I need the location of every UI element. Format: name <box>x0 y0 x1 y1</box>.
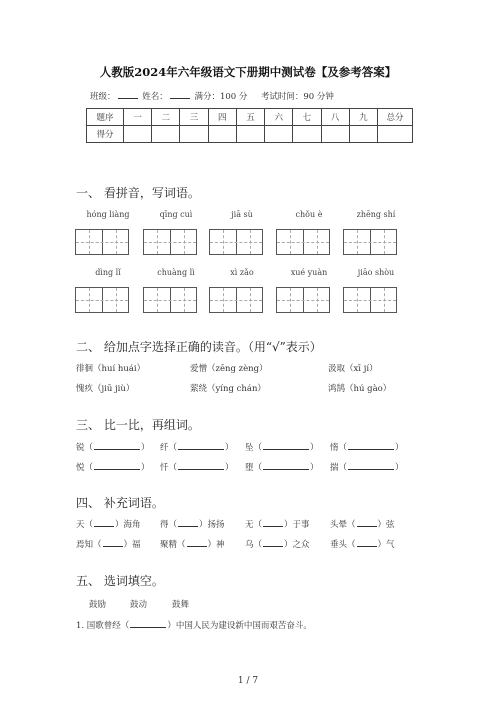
score-header-cell: 九 <box>349 109 377 126</box>
score-header-cell: 总分 <box>378 109 413 126</box>
score-header-cell: 题序 <box>87 109 124 126</box>
idiom-blank[interactable] <box>357 518 377 527</box>
compare-char: 悦（ <box>76 463 94 473</box>
compare-close: ） <box>141 463 150 473</box>
idiom-item[interactable] <box>330 518 395 530</box>
score-header-cell: 六 <box>265 109 293 126</box>
idiom-post: ）弦 <box>377 520 395 530</box>
idiom-post: ）扬扬 <box>199 520 225 530</box>
question-post: ）中国人民为建设新中国而艰苦奋斗。 <box>167 621 312 631</box>
compare-char: 坠（ <box>245 443 263 453</box>
score-table-score-row <box>87 126 413 143</box>
writing-grid[interactable] <box>75 229 129 255</box>
name-blank[interactable] <box>170 90 190 99</box>
pinyin-label: chǒu è <box>295 210 323 219</box>
score-cell[interactable] <box>349 126 377 143</box>
writing-grid[interactable] <box>343 287 397 313</box>
idiom-pre: 乌（ <box>245 540 263 550</box>
score-row-label: 得分 <box>87 126 124 143</box>
compare-char: 忏（ <box>160 463 178 473</box>
name-label: 姓名： <box>142 92 168 102</box>
idiom-blank[interactable] <box>187 538 207 547</box>
writing-grid[interactable] <box>143 287 197 313</box>
idiom-pre: 头晕（ <box>330 520 356 530</box>
page-number: 1 / 7 <box>237 676 259 686</box>
score-cell[interactable] <box>124 126 152 143</box>
idiom-blank[interactable] <box>94 518 114 527</box>
idiom-item[interactable] <box>245 518 310 530</box>
pronunciation-item[interactable]: 汲取（xī jí） <box>328 364 378 374</box>
writing-grid[interactable] <box>343 229 397 255</box>
compare-close: ） <box>225 443 234 453</box>
pronunciation-item[interactable]: 徘徊（huí huái） <box>76 364 146 374</box>
idiom-item[interactable] <box>160 518 225 530</box>
fill-question-1[interactable] <box>76 619 312 631</box>
compare-item[interactable] <box>160 441 234 453</box>
idiom-post: ）气 <box>377 540 395 550</box>
compare-char: 揣（ <box>330 463 348 473</box>
word-option: 鼓舞 <box>172 600 190 610</box>
idiom-post: ）之众 <box>284 540 310 550</box>
answer-blank[interactable] <box>178 441 224 450</box>
answer-blank[interactable] <box>263 461 309 470</box>
class-blank[interactable] <box>118 90 138 99</box>
pinyin-label: hóng liàng <box>86 210 130 219</box>
score-table <box>86 108 413 143</box>
idiom-post: ）福 <box>123 540 141 550</box>
idiom-pre: 垂头（ <box>330 540 356 550</box>
idiom-item[interactable] <box>76 538 141 550</box>
score-cell[interactable] <box>321 126 349 143</box>
section-5-heading: 五、 选词填空。 <box>76 574 164 588</box>
score-cell[interactable] <box>208 126 236 143</box>
compare-item[interactable] <box>160 461 234 473</box>
writing-grid[interactable] <box>143 229 197 255</box>
section-2-heading: 二、 给加点字选择正确的读音。（用“√”表示） <box>76 340 322 354</box>
compare-item[interactable] <box>76 461 150 473</box>
compare-item[interactable] <box>245 441 319 453</box>
score-cell[interactable] <box>236 126 264 143</box>
pinyin-label: dìng lǐ <box>95 268 121 277</box>
writing-grid[interactable] <box>209 229 263 255</box>
compare-close: ） <box>141 443 150 453</box>
score-cell[interactable] <box>180 126 208 143</box>
idiom-item[interactable] <box>330 538 395 550</box>
score-header-cell: 二 <box>152 109 180 126</box>
idiom-post: ）神 <box>207 540 225 550</box>
answer-blank[interactable] <box>348 441 394 450</box>
score-cell[interactable] <box>293 126 321 143</box>
answer-blank[interactable] <box>263 441 309 450</box>
pinyin-label: qīng cuì <box>159 210 193 219</box>
idiom-pre: 聚精（ <box>160 540 186 550</box>
writing-grid[interactable] <box>276 287 330 313</box>
idiom-item[interactable] <box>245 538 310 550</box>
idiom-item[interactable] <box>76 518 141 530</box>
section-1-heading: 一、 看拼音，写词语。 <box>76 186 200 200</box>
idiom-post: ）于事 <box>284 520 310 530</box>
pinyin-label: jiā sù <box>231 210 253 219</box>
fill-blank[interactable] <box>130 619 166 628</box>
section-3-heading: 三、 比一比，再组词。 <box>76 418 200 432</box>
writing-grid[interactable] <box>209 287 263 313</box>
compare-close: ） <box>395 463 404 473</box>
page-title: 人教版2024年六年级语文下册期中测试卷【及参考答案】 <box>99 65 397 79</box>
answer-blank[interactable] <box>348 461 394 470</box>
pinyin-label: chuàng lì <box>157 268 195 277</box>
pronunciation-item[interactable]: 愧疚（jiū jiù） <box>76 384 135 394</box>
pinyin-label: jiāo shòu <box>357 268 395 277</box>
question-pre: 1. 国歌曾经（ <box>76 621 130 631</box>
compare-close: ） <box>310 443 319 453</box>
compare-close: ） <box>310 463 319 473</box>
compare-close: ） <box>395 443 404 453</box>
compare-char: 堕（ <box>245 463 263 473</box>
score-cell[interactable] <box>265 126 293 143</box>
compare-item[interactable] <box>76 441 150 453</box>
idiom-blank[interactable] <box>263 538 283 547</box>
score-header-cell: 八 <box>321 109 349 126</box>
idiom-pre: 天（ <box>76 520 94 530</box>
idiom-item[interactable] <box>160 538 225 550</box>
compare-char: 锐（ <box>76 443 94 453</box>
answer-blank[interactable] <box>94 441 140 450</box>
word-option: 鼓励 <box>89 600 107 610</box>
compare-item[interactable] <box>330 441 404 453</box>
writing-grid[interactable] <box>75 287 129 313</box>
pronunciation-item[interactable]: 鸿鹄（hú gào） <box>328 384 392 394</box>
idiom-pre: 焉知（ <box>76 540 102 550</box>
word-option: 鼓动 <box>130 600 148 610</box>
idiom-blank[interactable] <box>103 538 123 547</box>
score-cell[interactable] <box>152 126 180 143</box>
writing-grid[interactable] <box>276 229 330 255</box>
pinyin-label: xué yuàn <box>290 268 328 277</box>
compare-item[interactable] <box>245 461 319 473</box>
idiom-blank[interactable] <box>357 538 377 547</box>
pinyin-label: zhēng shí <box>356 210 396 219</box>
score-header-cell: 七 <box>293 109 321 126</box>
idiom-pre: 得（ <box>160 520 178 530</box>
score-table-header-row <box>87 109 413 126</box>
pronunciation-item[interactable]: 爱憎（zēng zèng） <box>190 364 268 374</box>
exam-info-line <box>90 90 334 102</box>
score-cell[interactable] <box>378 126 413 143</box>
full-score: 满分：100 分 <box>194 92 248 102</box>
answer-blank[interactable] <box>178 461 224 470</box>
score-header-cell: 四 <box>208 109 236 126</box>
idiom-post: ）海角 <box>115 520 141 530</box>
pronunciation-item[interactable]: 萦绕（yíng chán） <box>190 384 266 394</box>
idiom-blank[interactable] <box>263 518 283 527</box>
idiom-pre: 无（ <box>245 520 263 530</box>
section-4-heading: 四、 补充词语。 <box>76 496 164 510</box>
class-label: 班级： <box>90 92 116 102</box>
pinyin-label: xì zǎo <box>230 268 254 277</box>
exam-time: 考试时间：90 分钟 <box>260 92 334 102</box>
compare-char: 惰（ <box>330 443 348 453</box>
score-header-cell: 五 <box>236 109 264 126</box>
score-header-cell: 一 <box>124 109 152 126</box>
compare-char: 纤（ <box>160 443 178 453</box>
answer-blank[interactable] <box>94 461 140 470</box>
score-header-cell: 三 <box>180 109 208 126</box>
compare-item[interactable] <box>330 461 404 473</box>
compare-close: ） <box>225 463 234 473</box>
idiom-blank[interactable] <box>178 518 198 527</box>
